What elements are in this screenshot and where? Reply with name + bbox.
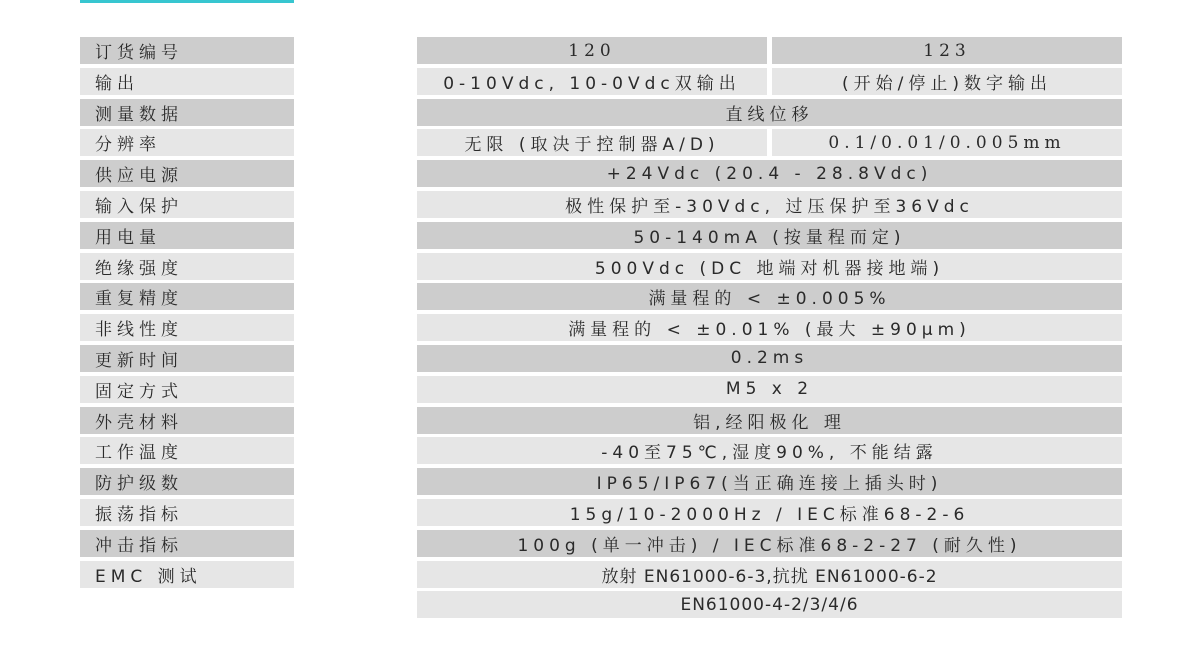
spec-label-power-supply: 供应电源 — [80, 160, 294, 187]
spec-value-row-order-number — [417, 37, 1122, 64]
spec-value-emc-emission-immunity: 放射 EN61000-6-3,抗扰 EN61000-6-2 — [417, 561, 1122, 588]
spec-label-protection-class: 防护级数 — [80, 468, 294, 495]
spec-label-vibration: 振荡指标 — [80, 499, 294, 526]
spec-value-operating-temp: -40至75℃,湿度90%, 不能结露 — [417, 437, 1122, 464]
spec-label-output: 输出 — [80, 68, 294, 95]
spec-labels-column — [80, 37, 294, 591]
spec-label-insulation: 绝缘强度 — [80, 253, 294, 280]
spec-label-update-time: 更新时间 — [80, 345, 294, 372]
spec-label-emc: EMC 测试 — [80, 561, 294, 588]
spec-value-update-time: 0.2ms — [417, 345, 1122, 372]
spec-label-operating-temp: 工作温度 — [80, 437, 294, 464]
spec-label-input-protection: 输入保护 — [80, 191, 294, 218]
spec-value-housing-material: 铝,经阳极化 理 — [417, 407, 1122, 434]
spec-label-repeatability: 重复精度 — [80, 283, 294, 310]
spec-value-output-123: (开始/停止)数字输出 — [772, 68, 1122, 95]
spec-label-shock: 冲击指标 — [80, 530, 294, 557]
spec-value-protection-class: IP65/IP67(当正确连接上插头时) — [417, 468, 1122, 495]
spec-label-mounting: 固定方式 — [80, 376, 294, 403]
spec-value-repeatability: 满量程的 < ±0.005% — [417, 283, 1122, 310]
spec-value-nonlinearity: 满量程的 < ±0.01% (最大 ±90μm) — [417, 314, 1122, 341]
spec-value-row-output — [417, 68, 1122, 95]
spec-value-output-120: 0-10Vdc, 10-0Vdc双输出 — [417, 68, 767, 95]
spec-value-measurement: 直线位移 — [417, 99, 1122, 126]
spec-value-current-consumption: 50-140mA (按量程而定) — [417, 222, 1122, 249]
spec-value-resolution-123: 0.1/0.01/0.005mm — [772, 129, 1122, 156]
spec-value-resolution-120: 无限 (取决于控制器A/D) — [417, 129, 767, 156]
spec-label-measurement: 测量数据 — [80, 99, 294, 126]
spec-value-model-120: 120 — [417, 37, 767, 64]
spec-label-housing-material: 外壳材料 — [80, 407, 294, 434]
spec-value-row-resolution — [417, 129, 1122, 156]
spec-value-input-protection: 极性保护至-30Vdc, 过压保护至36Vdc — [417, 191, 1122, 218]
spec-value-shock: 100g (单一冲击) / IEC标准68-2-27 (耐久性) — [417, 530, 1122, 557]
spec-label-resolution: 分辨率 — [80, 129, 294, 156]
spec-label-order-number: 订货编号 — [80, 37, 294, 64]
spec-value-power-supply: +24Vdc (20.4 - 28.8Vdc) — [417, 160, 1122, 187]
spec-value-insulation: 500Vdc (DC 地端对机器接地端) — [417, 253, 1122, 280]
spec-label-current-consumption: 用电量 — [80, 222, 294, 249]
accent-line — [80, 0, 294, 3]
spec-label-nonlinearity: 非线性度 — [80, 314, 294, 341]
spec-value-model-123: 123 — [772, 37, 1122, 64]
spec-value-emc-standards: EN61000-4-2/3/4/6 — [417, 591, 1122, 618]
spec-values-column — [417, 37, 1122, 622]
spec-value-mounting: M5 x 2 — [417, 376, 1122, 403]
spec-value-vibration: 15g/10-2000Hz / IEC标准68-2-6 — [417, 499, 1122, 526]
